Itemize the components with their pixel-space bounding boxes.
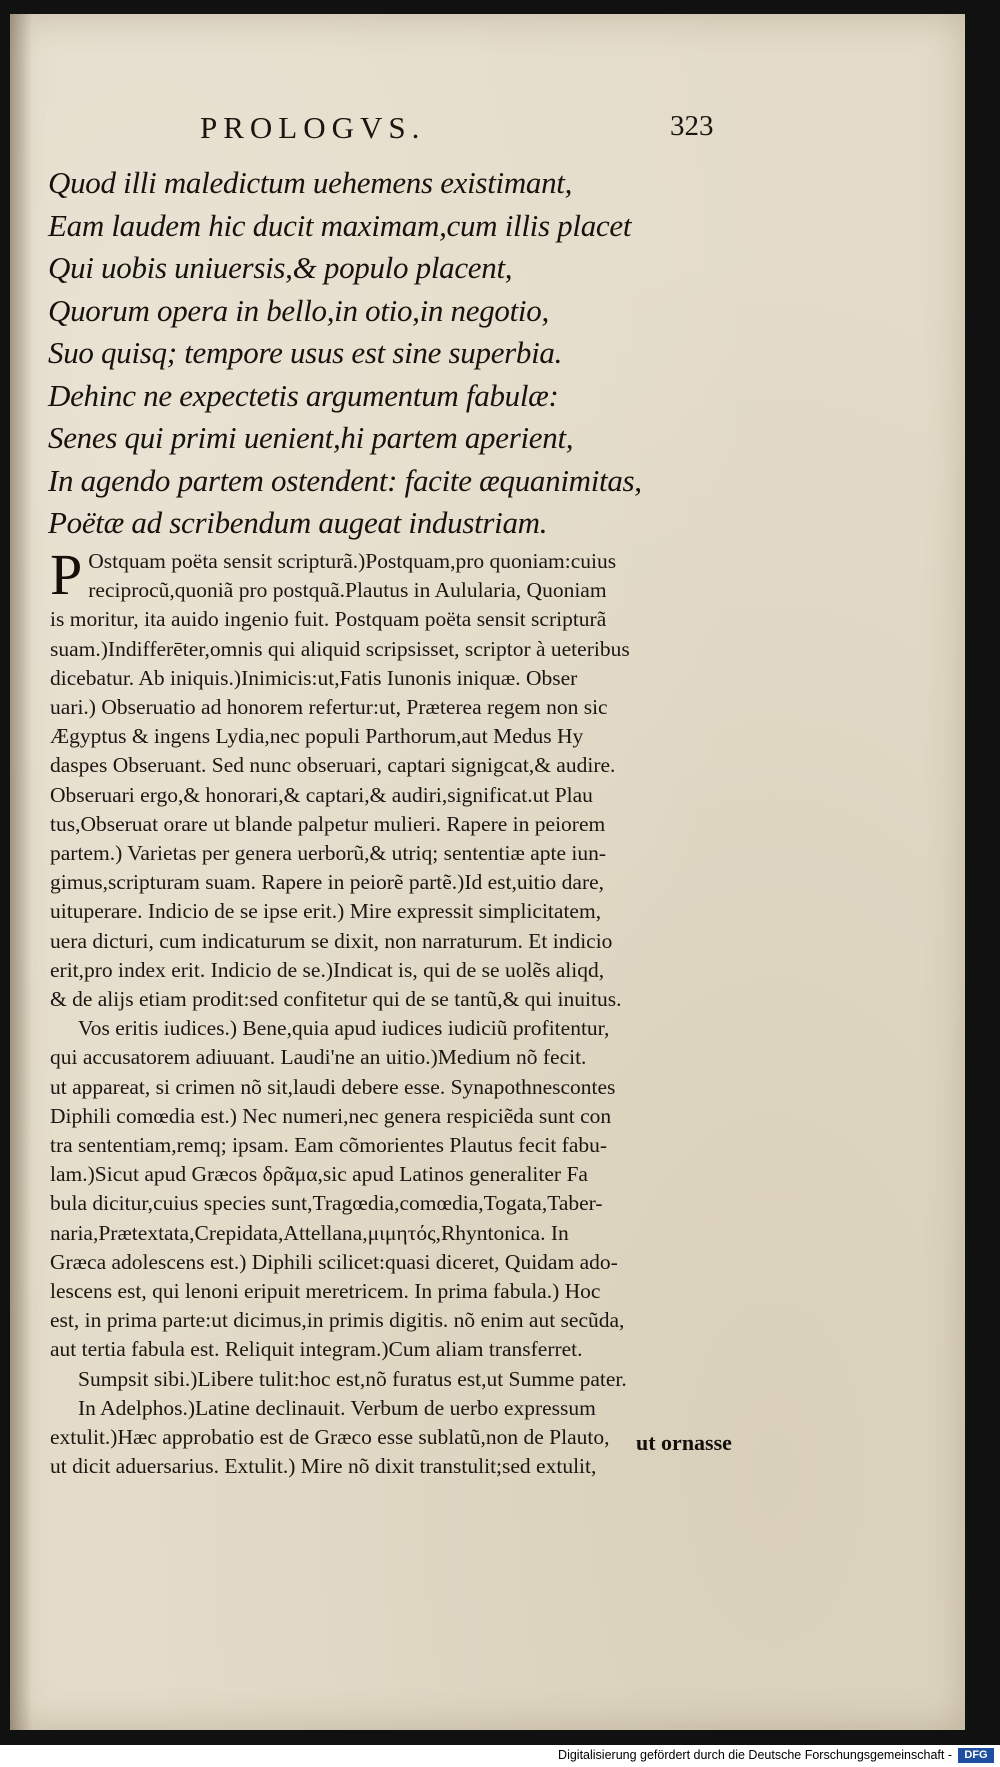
page-header	[10, 110, 965, 150]
running-head: PROLOGVS.	[200, 110, 426, 145]
commentary-line: Ægyptus & ingens Lydia,nec populi Parthorum,aut Medus Hy	[50, 724, 584, 749]
commentary-line: daspes Obseruant. Sed nunc obseruari, captari signigcat,& audire.	[50, 753, 616, 778]
verse-line: Quorum opera in bello,in otio,in negotio,	[48, 292, 549, 328]
commentary-line: partem.) Varietas per genera uerborũ,& utriq; sententiæ apte iun-	[50, 841, 607, 866]
verse-line: Suo quisq; tempore usus est sine superbia.	[48, 335, 563, 370]
commentary-line: is moritur, ita auido ingenio fuit. Postquam poëta sensit scripturã	[50, 607, 607, 632]
page-number: 323	[670, 110, 714, 142]
verse-line: Dehinc ne expectetis argumentum fabulæ:	[48, 377, 559, 413]
commentary-line: In Adelphos.)Latine declinauit. Verbum de uerbo expressum	[78, 1395, 596, 1420]
dfg-logo-icon: DFG	[958, 1748, 994, 1763]
commentary-line: Sumpsit sibi.)Libere tulit:hoc est,nõ furatus est,ut Summe pater.	[78, 1366, 627, 1391]
commentary-line: ut appareat, si crimen nõ sit,laudi debere esse. Synapothnescontes	[50, 1074, 616, 1099]
commentary-line: & de alijs etiam prodit:sed confitetur qui de se tantũ,& qui inuitus.	[50, 987, 622, 1012]
verse-line: Qui uobis uniuersis,& populo placent,	[48, 250, 513, 285]
commentary-line: naria,Prætextata,Crepidata,Attellana,μιμητός,Rhyntonica. In	[50, 1220, 569, 1245]
commentary-line: Obseruari ergo,& honorari,& captari,& audiri,significat.ut Plau	[50, 782, 593, 807]
commentary-line: Diphili comœdia est.) Nec numeri,nec genera respiciẽda sunt con	[50, 1103, 612, 1128]
verse-line: Poëtæ ad scribendum augeat industriam.	[48, 505, 548, 540]
book-page	[10, 14, 965, 1730]
commentary-line: qui accusatorem adiuuant. Laudi'ne an uitio.)Medium nõ fecit.	[50, 1045, 587, 1070]
catchword: ut ornasse	[636, 1430, 732, 1455]
commentary-line: Vos eritis iudices.) Bene,quia apud iudices iudiciũ profitentur,	[78, 1016, 610, 1041]
commentary-line: bula dicitur,cuius species sunt,Tragœdia,comœdia,Togata,Taber-	[50, 1191, 603, 1216]
verse-line: In agendo partem ostendent: facite æquanimitas,	[48, 462, 642, 498]
footer-bar	[0, 1745, 1000, 1767]
drop-cap: P	[50, 542, 83, 607]
commentary-line: uituperare. Indicio de se ipse erit.) Mire expressit simplicitatem,	[50, 899, 602, 924]
commentary-line: Græca adolescens est.) Diphili scilicet:quasi diceret, Quidam ado-	[50, 1249, 618, 1274]
commentary-line: suam.)Indifferēter,omnis qui aliquid scripsisset, scriptor à ueteribus	[50, 636, 630, 661]
verse-line: Quod illi maledictum uehemens existimant,	[48, 165, 573, 200]
commentary-line: dicebatur. Ab iniquis.)Inimicis:ut,Fatis Iunonis iniquæ. Obser	[50, 665, 578, 690]
commentary-line: aut tertia fabula est. Reliquit integram.)Cum aliam transferret.	[50, 1337, 583, 1362]
verse-line: Senes qui primi uenient,hi partem aperient,	[48, 420, 574, 455]
commentary-line: est, in prima parte:ut dicimus,in primis digitis. nõ enim aut secũda,	[50, 1308, 625, 1333]
commentary-line: erit,pro index erit. Indicio de se.)Indicat is, qui de se uolẽs aliqd,	[50, 957, 605, 982]
commentary-line: reciprocũ,quoniã pro postquã.Plautus in Aulularia, Quoniam	[88, 578, 607, 603]
gutter-shadow	[10, 14, 32, 1730]
commentary-block	[50, 542, 740, 1482]
commentary-line: lescens est, qui lenoni eripuit meretricem. In prima fabula.) Hoc	[50, 1279, 601, 1304]
commentary-line: Ostquam poëta sensit scripturã.)Postquam,pro quoniam:cuius	[88, 549, 617, 573]
commentary-line: uera dicturi, cum indicaturum se dixit, non narraturum. Et indicio	[50, 928, 613, 953]
commentary-line: uari.) Obseruatio ad honorem refertur:ut, Præterea regem non sic	[50, 695, 608, 720]
commentary-line: ut dicit aduersarius. Extulit.) Mire nõ dixit transtulit;sed extulit,	[50, 1454, 597, 1479]
commentary-line: extulit.)Hæc approbatio est de Græco esse sublatũ,non de Plauto,	[50, 1425, 610, 1450]
commentary-line: tus,Obseruat orare ut blande palpetur mulieri. Rapere in peiorem	[50, 811, 606, 836]
commentary-line: tra sententiam,remq; ipsam. Eam cõmorientes Plautus fecit fabu-	[50, 1133, 608, 1158]
commentary-line: lam.)Sicut apud Græcos δρᾶμα,sic apud Latinos generaliter Fa	[50, 1162, 588, 1187]
verse-block	[48, 162, 948, 545]
verse-line: Eam laudem hic ducit maximam,cum illis placet	[48, 207, 632, 243]
commentary-line: gimus,scripturam suam. Rapere in peiorẽ partẽ.)Id est,uitio dare,	[50, 870, 605, 895]
funding-note: Digitalisierung gefördert durch die Deutsche Forschungsgemeinschaft -	[558, 1748, 952, 1762]
